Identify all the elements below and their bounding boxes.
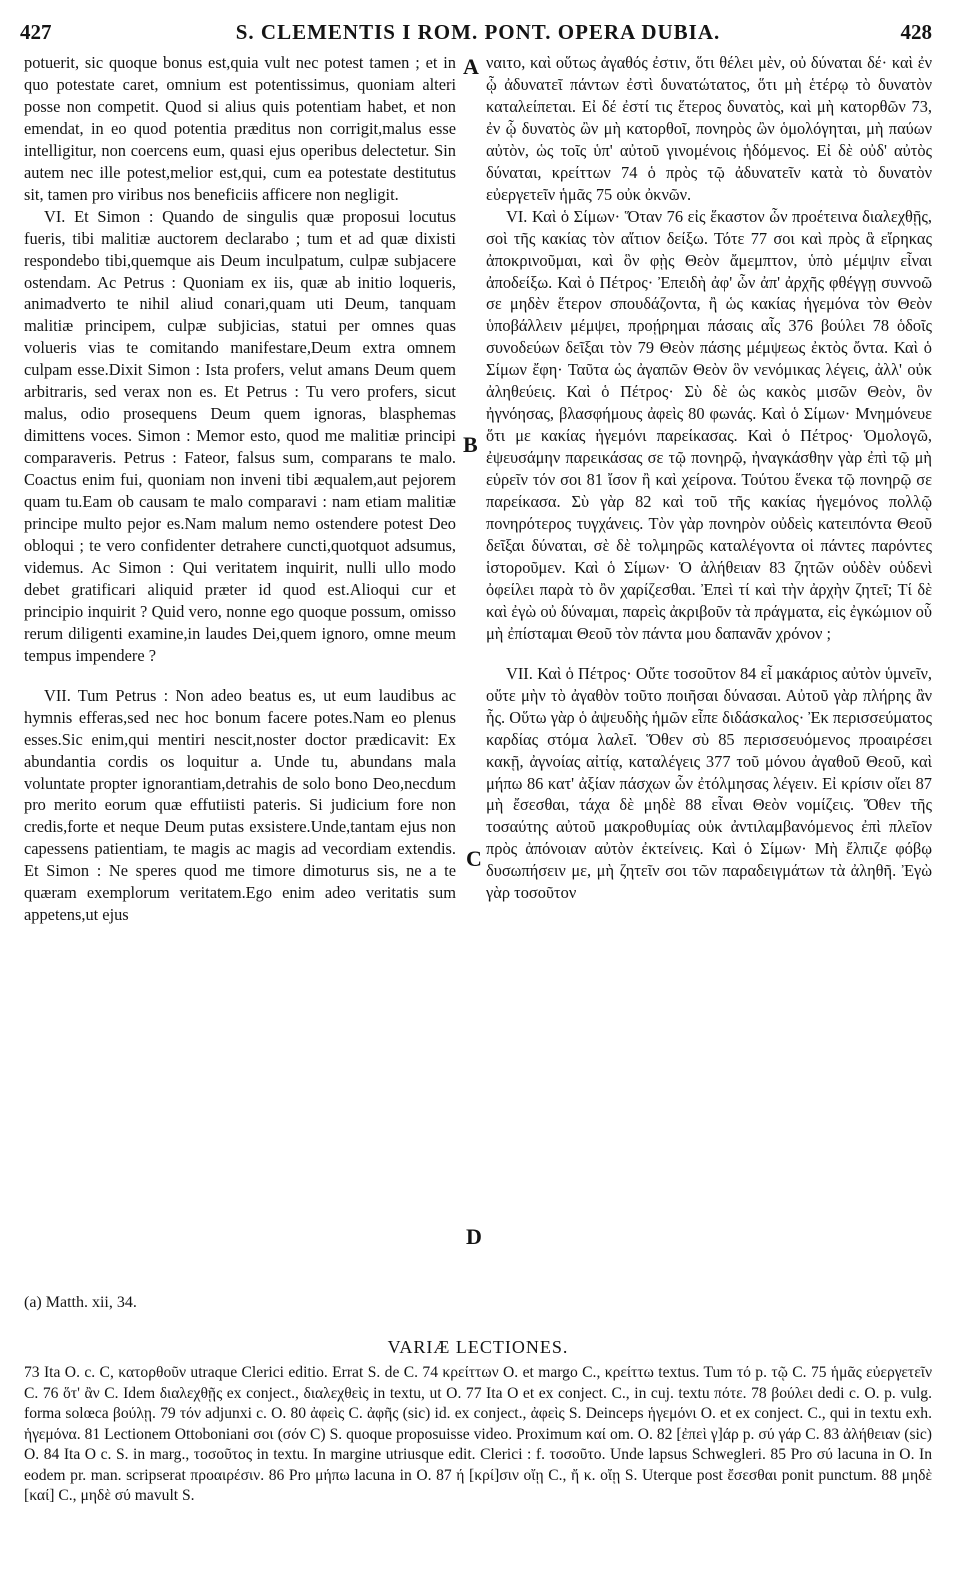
greek-paragraph-1: ναιτο, καὶ οὕτως ἀγαθός ἐστιν, ὅτι θέλει μὲν, οὐ δύναται δέ· καὶ ἐν ᾧ ἀδυνατεῖ πάντων ἐστὶ δυνατώτατος, ὅτι μὴ ἑτέρῳ τὸ δυνατὸν καταλείπεται. Εἰ δέ ἐστί τις ἕτερος δυνατὸς, καὶ μὴ κατορθῶν 73, ἐν ᾧ δυνατὸς ὢν μὴ κατορθοῖ, πονηρὸς ὢν ὁμολόγηται, μὴ παύων αὐτὸν, ὡς τοῖς ὑπ' αὐτοῦ γινομένοις ἡδόμενος. Εἰ δὲ οὐδ' αὐτὸς δύναται, κρείττων 74 ὁ πρὸς τῷ ἀδυνατεῖν κατὰ τὸ δυνατὸν εὐεργετεῖν ἡμᾶς 75 οὐκ ὀκνῶν.	[486, 53, 932, 204]
margin-letter-d: D	[466, 1224, 482, 1249]
page-number-right: 428	[900, 20, 932, 44]
paragraph-gap	[24, 667, 456, 685]
page-number-left: 427	[20, 20, 52, 44]
margin-letter-a: A	[463, 54, 479, 79]
greek-column	[486, 52, 932, 904]
running-title: S. CLEMENTIS I ROM. PONT. OPERA DUBIA.	[235, 20, 721, 44]
greek-paragraph-3: VII. Καὶ ὁ Πέτρος· Οὔτε τοσοῦτον 84 εἶ μακάριος αὐτὸν ὑμνεῖν, οὔτε μὴν τὸ ἀγαθὸν τοῦτο ποιῆσαι δύνασαι. Αὐτοῦ γὰρ πλήρης ἂν ἧς. Οὕτω γὰρ ὁ ἀψευδὴς ἡμῶν εἶπε διδάσκαλος· Ἐκ περισσεύματος καρδίας στόμα λαλεῖ. Ὅθεν σὺ 85 περισσευόμενος προαιρέσει κακῇ, ἀγνοίας αἰτίᾳ, καταλέγεις 377 τοῦ μόνου ἀγαθοῦ Θεοῦ, καὶ μήπω 86 κατ' ἀξίαν πάσχων ὧν ἐτόλμησας λέγειν. Εἰ κρίσιν οἴει 87 μὴ ἔσεσθαι, τάχα δὲ μηδὲ 88 εἶναι Θεὸν νομίζεις. Ὅθεν τῆς τοσαύτης αὐτοῦ μακροθυμίας οὐκ ἀντιλαμβανόμενος ἐπὶ πλεῖον πρὸς ἀπόνοιαν αὐτὸν ἐκτείνεις. Καὶ ὁ Σίμων· Μὴ ἔλπιζε φόβῳ δυσωπήσειν με, μὴ ζητεῖν σοι τῶν παραδειγμάτων τὰ ἀληθῆ. Ἐγὼ γὰρ τοσοῦτον	[486, 663, 932, 903]
margin-letter-c: C	[466, 846, 482, 871]
latin-paragraph-3: VII. Tum Petrus : Non adeo beatus es, ut eum laudibus ac hymnis efferas,sed nec hoc bonum facere potes.Nam eo plenus esses.Sic enim,qui mentiri nescit,noster doctor prædicavit: Ex abundantia cordis os loquitur a. Unde tu, abundans mala voluntate propter ignorantiam,detrahis de solo bono Deo,necdum pro merito eorum quæ effutiisti pateris. Si judicium fore non credis,forte et neque Deum putas exsistere.Unde,tantam ejus non capessens patientiam, te magis ac magis ad vecordiam extendis. Et Simon : Ne speres quod me timore dimoturus sis, ne a te quæram exemplorum veritatem.Ego enim adeo veritatis sum appetens,ut ejus	[24, 685, 456, 925]
latin-paragraph-1: potuerit, sic quoque bonus est,quia vult nec potest tamen ; et in quo potestate caret, omnium est potentissimus, quoniam alteri posse non competit. Quod si alius quis potentiam habet, et non emendat, in eo quod potentia præditus non corrigit,malus esse intelligitur, non coercens eum, quasi ejus operibus delectetur. Sin autem nec ille potest,melior est,qui, cum ea potestate destitutus sit, tamen pro viribus nos beneficiis afficere non negligit.	[24, 53, 456, 204]
page-header	[0, 20, 956, 46]
latin-column	[24, 52, 456, 926]
paragraph-gap	[486, 645, 932, 663]
variae-lectiones-text: 73 Ita O. c. C, κατορθοῦν utraque Clerici editio. Errat S. de C. 74 κρείττων O. et margo C., κρείττω textus. Tum τό p. τῷ C. 75 ἡμᾶς εὐεργετεῖν C. 76 ὅτ' ἂν C. Idem διαλεχθῇς ex conject., διαλεχθεὶς in textu, ut O. 77 Ita O et ex conject. C., in cuj. textu πότε. 78 βούλει dedi c. O. p. vulg. forma solœca βούλῃ. 79 τόν adjunxi c. O. 80 ἀφεὶς C. ἀφῆς (sic) id. ex conject., ἀφεὶς S. Deinceps ἡγεμόνι O. et ex conject. C., qui in textu exh. ἡγεμόνα. 81 Lectionem Ottoboniani σοι (σόν C) S. quoque proposuisse video. Proximum καί om. O. 82 [ἐπεὶ γ]άρ p. σύ γάρ C. 83 ἀλήθειαν (sic) O. 84 Ita O c. S. in marg., τοσοῦτος in textu. In margine utriusque edit. Clerici : f. τοσοῦτο. Unde lapsus Schwegleri. 85 Pro σύ lacuna in O. In eodem pr. man. scripserat προαιρέσιν. 86 Pro μήπω lacuna in O. 87 ή [κρί]σιν οἴῃ C., ἤ κ. οἴῃ S. Uterque post ἔσεσθαι ponit punctum. 88 μηδὲ [καί] C., μηδὲ σύ mavult S.	[24, 1364, 932, 1504]
latin-paragraph-2: VI. Et Simon : Quando de singulis quæ proposui locutus fueris, tibi malitiæ auctorem declarabo ; tum et ad quæ dixisti respondebo tibi,quemque ais Deum inculpatum, culpæ subjacere ostendam. Ac Petrus : Quoniam ex iis, quæ ab initio loqueris, animadverto te nihil aliud conari,quam uti Deum, tanquam malitiæ principem, culpæ subjicias, statui per omnes quas volueris vias te comitando manifestare,Deum extra omnem culpam esse.Dixit Simon : Ista profers, velut amans Deum quem arbitraris, sed verax non es. Et Petrus : Tu vero profers, sicut malus, odio prosequens Deum quem ignoras, blasphemas dimittens voces. Simon : Memor esto, quod me malitiæ principi comparaveris. Petrus : Fateor, falsus sum, comparans te malo. Coactus enim fui, quoniam non inveni tibi æqualem,aut pejorem quam tu.Eam ob causam te malo comparavi : nam etiam malitiæ principe multo pejor es.Nam malum nemo ostendere potest Deo obloqui ; te vero confidenter detrahere cuncti,quotquot adsumus, videmus. Ac Simon : Qui veritatem inquirit, nulli ullo modo debet gratificari aliquid præter id quod est.Alioqui cur et principio inquirit ? Quid vero, nonne ego quoque possum, omisso rerum diligenti examine,in laudes Dei,quem ignoro, omne meum tempus impendere ?	[24, 206, 456, 665]
margin-letter-b: B	[463, 432, 478, 457]
variae-lectiones-heading: VARIÆ LECTIONES.	[387, 1337, 569, 1357]
greek-paragraph-2: VI. Καὶ ὁ Σίμων· Ὅταν 76 εἰς ἕκαστον ὧν προέτεινα διαλεχθῇς, σοὶ τῆς κακίας τὸν αἴτιον δείξω. Τότε 77 σοι καὶ πρὸς ἃ εἴρηκας ἀποκρινοῦμαι, καὶ ὃν φῂς Θεὸν ἄμεμπτον, ὑπὸ μέμψιν εἶναι ἀποδείξω. Καὶ ὁ Πέτρος· Ἐπειδὴ ἀφ' ὧν ἀπ' ἀρχῆς φθέγγῃ συννοῶ σε μηδὲν ἕτερον σπουδάζοντα, ἢ ὡς κακίας ἡγεμόνα τὸν Θεὸν ὑποβάλλειν μέμψει, προῄρημαι πάσαις αἷς 376 βούλει 78 ὁδοῖς συνοδεύων δεῖξαι τὸν 79 Θεὸν πάσης μέμψεως ἐκτὸς ὄντα. Καὶ ὁ Σίμων ἔφη· Ταῦτα ὡς ἀγαπῶν Θεὸν ὃν νενόμικας λέγεις, ἀλλ' οὐκ ἀληθεύεις. Καὶ ὁ Πέτρος· Σὺ δὲ ὡς κακὸς μισῶν Θεὸν, ὃν ἠγνόησας, βλασφήμους ἀφεὶς 80 φωνάς. Καὶ ὁ Σίμων· Μνημόνευε ὅτι με κακίας ἡγεμόνι παρείκασας. Καὶ ὁ Πέτρος· Ὁμολογῶ, ἐψευσάμην παρεικάσας σε τῷ πονηρῷ, ἠναγκάσθην γὰρ ἐπὶ τῷ μὴ εὑρεῖν τόν σοι 81 ἴσον ἢ καὶ χείρονα. Τούτου ἕνεκα τῷ πονηρῷ σε παρείκασα. Σὺ γὰρ 82 καὶ τοῦ τῆς κακίας ἡγεμόνος πολλῷ πονηρότερος τυγχάνεις. Τὸν γὰρ πονηρὸν οὐδεὶς κατειπόντα Θεοῦ δεῖξαι δύναται, σὲ δὲ τολμηρῶς καταλέγοντα οἱ πάντες παρόντες ἱστοροῦμεν. Καὶ ὁ Σίμων· Ὁ ἀλήθειαν 83 ζητῶν οὐδὲν οὐδενὶ ὀφείλει παρὰ τὸ ὂν χαρίζεσθαι. Ἐπεὶ τί καὶ τὴν ἀρχὴν ζητεῖ; Τί δὲ καὶ ἐγὼ οὐ δύναμαι, παρεὶς ἀκριβοῦν τὰ πράγματα, εἰς ἐγκώμιον οὗ μὴ ἐπίσταμαι Θεοῦ τὸν πάντα μου δαπανᾶν χρόνον ;	[486, 206, 932, 643]
footnote: (a) Matth. xii, 34.	[24, 1294, 137, 1311]
